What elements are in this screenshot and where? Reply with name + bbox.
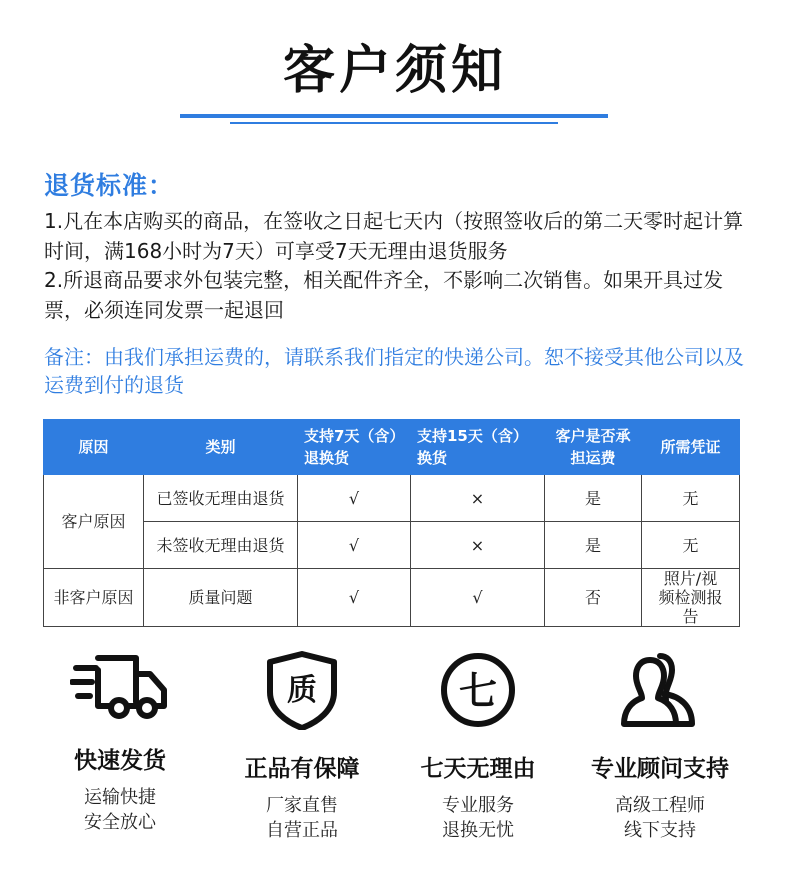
proof-cell: 无 <box>642 475 740 522</box>
shipping-cell: 是 <box>545 522 642 569</box>
table-row <box>44 475 740 522</box>
feature-line: 专业服务 <box>442 795 514 816</box>
feature-line: 运输快捷 <box>84 787 156 808</box>
fifteen-day-cell: × <box>411 475 545 522</box>
fifteen-day-cell: × <box>411 522 545 569</box>
rule-2-text: 2.所退商品要求外包装完整，相关配件齐全，不影响二次销售。如果开具过发票，必须连同发票一起退回 <box>44 268 724 322</box>
feature-seven-day <box>388 650 568 843</box>
feature-line: 自营正品 <box>266 820 338 841</box>
proof-cell: 照片/视频检测报告 <box>642 569 740 627</box>
seven-day-cell: √ <box>298 475 411 522</box>
quality-glyph: 质 <box>287 673 317 708</box>
category-cell: 质量问题 <box>144 569 298 627</box>
category-cell: 已签收无理由退货 <box>144 475 298 522</box>
page-title: 客户须知 <box>282 41 507 101</box>
col-header-reason: 原因 <box>44 420 144 475</box>
feature-fast-shipping <box>30 650 210 835</box>
return-policy-table <box>43 419 740 627</box>
reason-group-cell: 非客户原因 <box>44 569 144 627</box>
rule-1-text: 1.凡在本店购买的商品，在签收之日起七天内（按照签收后的第二天零时起计算时间，满168小时为7天）可享受7天无理由退货服务 <box>44 209 744 263</box>
feature-title: 正品有保障 <box>244 756 360 782</box>
col-header-shipping: 客户是否承担运费 <box>545 420 642 475</box>
shipping-cell: 否 <box>545 569 642 627</box>
note-text: 备注：由我们承担运费的，请联系我们指定的快递公司。恕不接受其他公司以及运费到付的退货 <box>44 345 744 397</box>
feature-line: 高级工程师 <box>615 795 705 816</box>
seven-glyph: 七 <box>458 669 498 713</box>
consultant-people-icon <box>620 650 700 730</box>
feature-line: 线下支持 <box>624 820 696 841</box>
feature-genuine <box>212 650 392 843</box>
quality-shield-icon <box>262 650 342 730</box>
col-header-7day: 支持7天（含）退换货 <box>298 420 411 475</box>
shipping-cell: 是 <box>545 475 642 522</box>
col-header-15day: 支持15天（含）换货 <box>411 420 545 475</box>
col-header-proof: 所需凭证 <box>642 420 740 475</box>
reason-group-cell: 客户原因 <box>44 475 144 569</box>
feature-title: 专业顾问支持 <box>591 756 729 782</box>
table-header-row <box>44 420 740 475</box>
seven-days-icon <box>438 650 518 730</box>
title-underline-long <box>180 114 608 118</box>
delivery-truck-icon <box>70 650 170 722</box>
proof-cell: 无 <box>642 522 740 569</box>
feature-line: 安全放心 <box>84 812 156 833</box>
col-header-category: 类别 <box>144 420 298 475</box>
feature-consultant <box>570 650 750 843</box>
category-cell: 未签收无理由退货 <box>144 522 298 569</box>
seven-day-cell: √ <box>298 522 411 569</box>
fifteen-day-cell: √ <box>411 569 545 627</box>
feature-title: 七天无理由 <box>420 756 536 782</box>
feature-title: 快速发货 <box>74 748 166 774</box>
seven-day-cell: √ <box>298 569 411 627</box>
table-row <box>44 522 740 569</box>
title-underline-short <box>230 122 558 124</box>
feature-line: 厂家直售 <box>266 795 338 816</box>
table-row <box>44 569 740 627</box>
return-standard-heading: 退货标准： <box>44 171 175 200</box>
feature-line: 退换无忧 <box>442 820 514 841</box>
